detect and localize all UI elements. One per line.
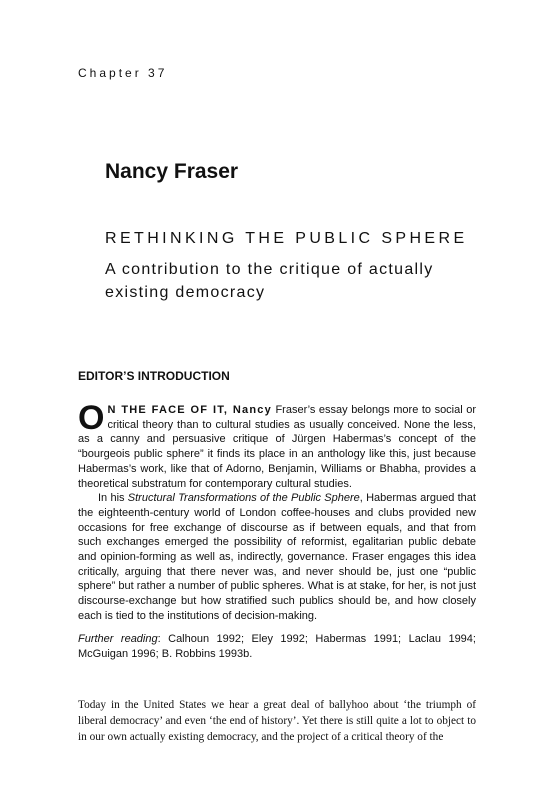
further-reading <box>78 632 476 661</box>
further-reading-text: : Calhoun 1992; Eley 1992; Habermas 1991; Laclau 1994; McGuigan 1996; B. Robbins 1993b. <box>78 633 476 660</box>
intro-p1-text: Fraser’s essay belongs more to social or critical theory than to cultural studies as usually conceived. None the less, as a canny and persuasive critique of Jürgen Habermas’s concept of the “bourgeois public sphere” it finds its place in an anthology like this, just because Habermas’s work, like that of Adorno, Benjamin, Williams or Bhabha, provides a theoretical substratum for contemporary cultural studies. <box>78 404 477 490</box>
editors-intro <box>78 399 477 624</box>
intro-p2-text: , Habermas argued that the eighteenth-century world of London coffee-houses and clubs provided new occasions for free exchange of discourse as if between equals, and that from such exchanges emerged the possibility of reformist, egalitarian public debate and opinion-forming as well as, indirectly, governance. Fraser engages this idea critically, arguing that there never was, and never should be, just one “public sphere” but rather a number of public spheres. What is at stake, for her, is not just discourse-exchange but how stratified such publics should be, and how closely each is tied to the institutions of decision-making. <box>78 492 476 622</box>
editors-intro-heading: EDITOR’S INTRODUCTION <box>78 369 230 383</box>
author-name: Nancy Fraser <box>105 160 239 183</box>
chapter-subtitle: A contribution to the critique of actually existing democracy <box>105 261 434 301</box>
intro-p2-start: In his <box>98 492 128 505</box>
book-title: Structural Transformations of the Public Sphere <box>127 492 360 505</box>
further-reading-label: Further reading <box>78 633 158 645</box>
drop-cap: O <box>78 399 105 437</box>
chapter-label: Chapter 37 <box>78 66 168 80</box>
body-paragraph: Today in the United States we hear a great deal of ballyhoo about ‘the triumph of liberal democracy’ and even ‘the end of history’. Yet there is still quite a lot to object to in our own actually existing democracy, and the project of a critical theory of the <box>78 699 476 743</box>
chapter-title: RETHINKING THE PUBLIC SPHERE <box>105 230 468 247</box>
intro-paragraph-2 <box>78 491 476 623</box>
lead-caps: N THE FACE OF IT, Nancy <box>107 404 272 416</box>
intro-paragraph-1 <box>78 399 477 491</box>
